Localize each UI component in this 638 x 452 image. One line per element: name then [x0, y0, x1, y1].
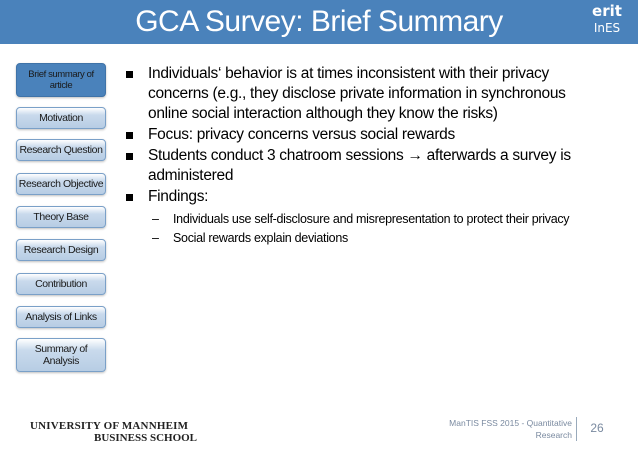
- nav-item-label: Motivation: [39, 112, 83, 124]
- university-line-2: BUSINESS SCHOOL: [94, 432, 198, 444]
- nav-item-analysis-of-links[interactable]: [16, 306, 106, 328]
- square-bullet-icon: [126, 132, 133, 139]
- bullet-text: Individuals‘ behavior is at times inconsistent with their privacy concerns (e.g., they disclose private information in synchronous online social interaction although they know the risks): [148, 65, 566, 122]
- nav-item-label: Contribution: [35, 278, 87, 290]
- sub-bullet-text: Individuals use self-disclosure and misrepresentation to protect their privacy: [173, 212, 570, 226]
- dash-bullet-icon: –: [152, 212, 159, 226]
- university-logo: [30, 420, 200, 444]
- nav-item-brief-summary[interactable]: [16, 63, 106, 97]
- university-line-1: UNIVERSITY OF MANNHEIM: [30, 420, 189, 432]
- sub-bullet-item: [124, 230, 594, 247]
- bullet-item: [124, 146, 594, 186]
- square-bullet-icon: [126, 153, 133, 160]
- nav-item-summary-of-analysis[interactable]: [16, 338, 106, 372]
- square-bullet-icon: [126, 71, 133, 78]
- slide-title: GCA Survey: Brief Summary: [135, 5, 503, 38]
- nav-item-research-question[interactable]: [16, 139, 106, 161]
- nav-item-contribution[interactable]: [16, 273, 106, 295]
- nav-item-research-objective[interactable]: [16, 173, 106, 195]
- nav-item-theory-base[interactable]: [16, 206, 106, 228]
- dash-bullet-icon: –: [152, 231, 159, 245]
- nav-item-label: Research Design: [23, 244, 99, 256]
- bullet-text: Students conduct 3 chatroom sessions → afterwards a survey is administered: [148, 147, 571, 184]
- bullet-text: Findings:: [148, 188, 209, 205]
- page-number: 26: [590, 421, 604, 435]
- square-bullet-icon: [126, 194, 133, 201]
- nav-item-label: Research Objective: [18, 178, 104, 190]
- erit-ines-logo: [582, 3, 632, 41]
- sub-bullet-item: [124, 211, 594, 228]
- bullet-item: [124, 64, 594, 124]
- nav-item-motivation[interactable]: [16, 107, 106, 129]
- course-footer: ManTIS FSS 2015 - Quantitative Research: [449, 418, 572, 440]
- nav-item-label: Theory Base: [33, 211, 89, 223]
- nav-item-research-design[interactable]: [16, 239, 106, 261]
- bullet-item: [124, 187, 594, 207]
- footer-divider: [576, 417, 577, 441]
- nav-item-label: Brief summary of article: [28, 69, 94, 91]
- nav-item-label: Analysis of Links: [25, 311, 97, 323]
- bullet-text: Focus: privacy concerns versus social rewards: [148, 126, 455, 143]
- sub-bullet-text: Social rewards explain deviations: [173, 231, 348, 245]
- logo-line-1: erit: [592, 2, 622, 20]
- slide-content: [124, 64, 594, 247]
- nav-item-label: Research Question: [19, 144, 103, 156]
- bullet-item: [124, 125, 594, 145]
- nav-item-label: Summary of Analysis: [34, 343, 88, 367]
- logo-line-2: InES: [593, 21, 621, 35]
